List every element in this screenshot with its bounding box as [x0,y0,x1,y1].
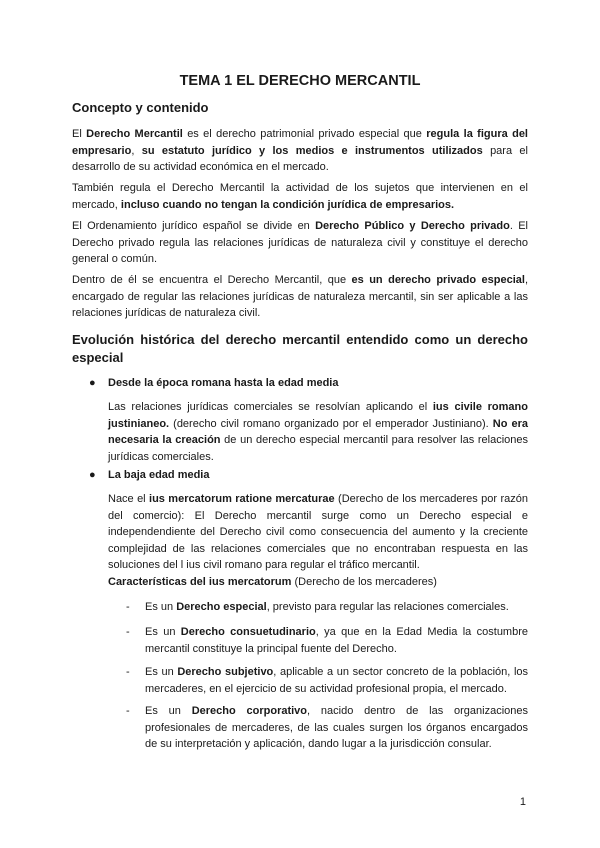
dash-marker: - [126,601,130,613]
section-heading-concepto: Concepto y contenido [72,100,209,115]
paragraph-epoca-romana: Las relaciones jurídicas comerciales se resolvían aplicando el ius civile romano justinianeo. (derecho civil romano organizado por el emperador Justiniano). No era necesaria la creación de un derecho especial mercantil para resolver las relaciones jurídicas comerciales. [108,401,528,463]
document-title: TEMA 1 EL DERECHO MERCANTIL [179,73,421,89]
paragraph-regulacion: También regula el Derecho Mercantil la actividad de los sujetos que intervienen en el mercado, incluso cuando no tengan la condición jurídica de empresarios. [72,182,528,211]
section-heading-evolucion: Evolución histórica del derecho mercantil entendido como un derecho especial [72,332,528,365]
page-number: 1 [519,796,526,808]
paragraph-definicion: El Derecho Mercantil es el derecho patrimonial privado especial que regula la figura del empresario, su estatuto jurídico y los medios e instrumentos utilizados para el desarrollo de su actividad económica en el mercado. [72,128,528,173]
dash-marker: - [126,666,130,678]
list-item-derecho-consuetudinario: Es un Derecho consuetudinario, ya que en la Edad Media la costumbre mercantil constituye la principal fuente del Derecho. [145,626,528,655]
bullet-icon: ● [89,377,96,389]
bullet-icon: ● [89,469,96,481]
characteristics-heading: Características del ius mercatorum (Derecho de los mercaderes) [108,576,437,588]
paragraph-ordenamiento: El Ordenamiento jurídico español se divide en Derecho Público y Derecho privado. El Derecho privado regula las relaciones jurídicas de naturaleza civil y constituye el derecho general o común. [72,220,528,265]
list-item-label-epoca-romana: Desde la época romana hasta la edad media [108,377,339,389]
dash-marker: - [126,626,130,638]
list-item-label-baja-edad-media: La baja edad media [108,469,210,481]
list-item-derecho-especial: Es un Derecho especial, previsto para regular las relaciones comerciales. [145,601,509,613]
list-item-derecho-subjetivo: Es un Derecho subjetivo, aplicable a un sector concreto de la población, los mercaderes, en el ejercicio de su actividad profesional propia, el mercado. [145,666,528,695]
list-item-derecho-corporativo: Es un Derecho corporativo, nacido dentro de las organizaciones profesionales de mercaderes, de las cuales surgen los órganos encargados de su interpretación y aplicación, dando lugar a la jurisdicción consular. [145,705,529,750]
dash-marker: - [126,705,130,717]
paragraph-derecho-especial: Dentro de él se encuentra el Derecho Mercantil, que es un derecho privado especial, encargado de regular las relaciones jurídicas de naturaleza mercantil, sin ser aplicable a las relaciones jurídicas de naturaleza civil. [72,274,528,319]
paragraph-baja-edad-media: Nace el ius mercatorum ratione mercaturae (Derecho de los mercaderes por razón del comercio): El Derecho mercantil surge como un Derecho especial e independendiente del Derecho civil como consecuencia del aumento y la creciente complejidad de las relaciones comerciales que no encontraban respuesta en las soluciones del l ius civil romano para regular el tráfico mercantil. [108,493,528,571]
